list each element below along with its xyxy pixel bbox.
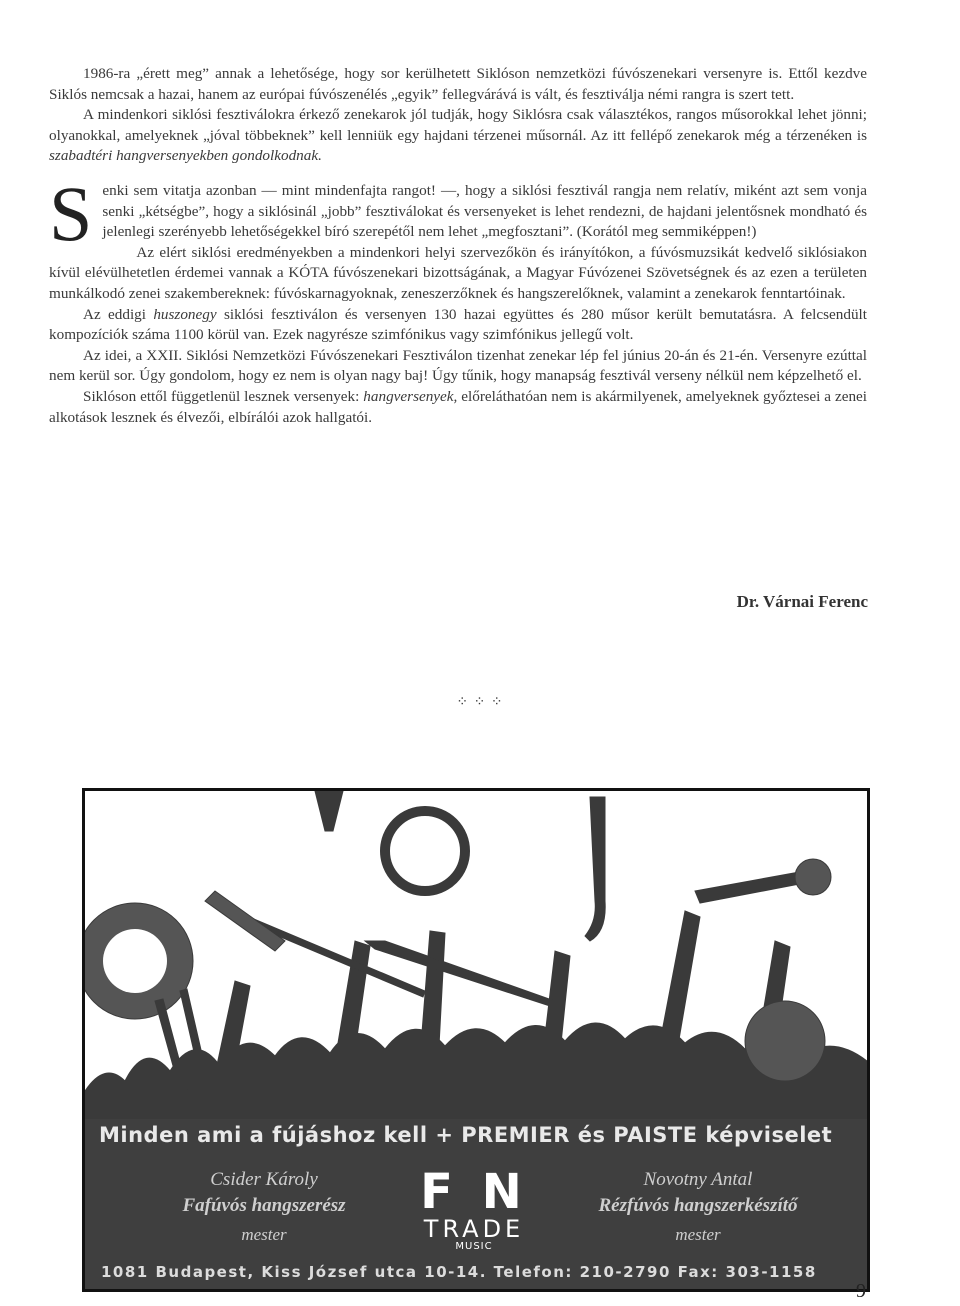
ad-address: 1081 Budapest, Kiss József utca 10-14. Telefon: 210-2790 Fax: 303-1158: [101, 1263, 817, 1281]
left-name: Csider Károly: [210, 1169, 318, 1190]
paragraph-4: Az elért siklósi eredményekben a mindenkori helyi szervezőkön és irányítókon, a fúvósmuzsikát kedvelő siklósiakon kívül elévülhetetlen érdemei vannak a KÓTA fúvószenekari bizottságának, a Magyar Fúvózenei Szövetségnek és az ezen a területen munkálkodó zenei szakembereknek: fúvóskarnagyoknak, zeneszerzőknek és hangszerelőknek, valamint a zenekarok fenntartóinak.: [49, 243, 867, 302]
paragraph-3: Senki sem vitatja azonban — mint mindenfajta rangot! —, hogy a siklósi fesztivál rangja nem relatív, miként azt sem vonja senki „kétségbe”, hogy a siklósinál „jobb” fesztiválokat és versenyeket is lehet rendezni, de hajdani jelentősnek mondható és jelenlegi szerényebb lehetőségekkel bíró szerepétől nem lehet „megfosztani”. (Korától meg semmiképpen!): [49, 169, 867, 257]
left-craftsman: [149, 1169, 379, 1245]
fon-trade-logo: [391, 1164, 557, 1259]
section-ornament: ⁘ ⁘ ⁘: [456, 695, 504, 710]
page-number: 9: [856, 1280, 866, 1302]
paragraph-6: Az idei, a XXII. Siklósi Nemzetközi Fúvószenekari Fesztiválon tizenhat zenekar lép fel június 20-án és 21-én. Versenyre ezúttal nem kerül sor. Úgy gondolom, hogy ez nem is olyan nagy baj! Úgy tűnik, hogy manapság fesztivál verseny nélkül nem képzelhető el.: [49, 346, 867, 385]
right-craftsman: [563, 1169, 833, 1245]
paragraph-7: Siklóson ettől függetlenül lesznek versenyek: hangversenyek, előreláthatóan nem is akármilyenek, amelyeknek győztesei a zenei alkotások lesznek és élvezői, elbírálói azok hallgatói.: [49, 387, 868, 426]
right-title: Rézfúvós hangszerkészítő: [598, 1195, 798, 1216]
advertisement: [82, 788, 870, 1292]
article-body: [49, 64, 867, 428]
italic-word: hangversenyek,: [363, 387, 458, 405]
logo-main-text: F N: [420, 1164, 528, 1220]
left-rank: mester: [241, 1225, 287, 1244]
author-signature: Dr. Várnai Ferenc: [736, 592, 868, 611]
right-rank: mester: [675, 1225, 721, 1244]
logo-music-text: MUSIC: [455, 1241, 493, 1252]
ad-headline: Minden ami a fújáshoz kell + PREMIER és PAISTE képviselet: [99, 1123, 833, 1147]
left-title: Fafúvós hangszerész: [182, 1195, 346, 1216]
drop-cap: S: [49, 169, 93, 257]
ad-banner: [85, 1119, 867, 1289]
logo-trade-text: TRADE: [423, 1215, 525, 1243]
paragraph-5: Az eddigi huszonegy siklósi fesztiválon és versenyen 130 hazai együttes és 280 műsor került bemutatásra. A felcsendült kompozíciók száma 1100 körül van. Ezek nagyrésze szimfónikus vagy szimfónikus jellegű volt.: [49, 305, 868, 344]
italic-phrase: szabadtéri hangversenyekben gondolkodnak.: [49, 147, 322, 165]
paragraph-1: 1986-ra „érett meg” annak a lehetősége, hogy sor kerülhetett Siklóson nemzetközi fúvószenekari versenyre is. Ettől kezdve Siklós nemcsak a hazai, hanem az európai fúvószenélés „egyik” fellegvárává is vált, és fesztiválja némi rangra is szert tett.: [49, 65, 867, 103]
italic-number: huszonegy: [153, 305, 217, 323]
paragraph-2: A mindenkori siklósi fesztiválokra érkező zenekarok jól tudják, hogy Siklósra csak választékos, rangos műsorokkal lehet jönni; olyanokkal, amelyeknek „jóval többeknek” kell lenniük egy hajdani térzenei műsornál. Az itt fellépő zenekarok még a térzenéken is szabadtéri hangversenyekben gondolkodnak.: [49, 106, 867, 165]
right-name: Novotny Antal: [643, 1169, 753, 1190]
